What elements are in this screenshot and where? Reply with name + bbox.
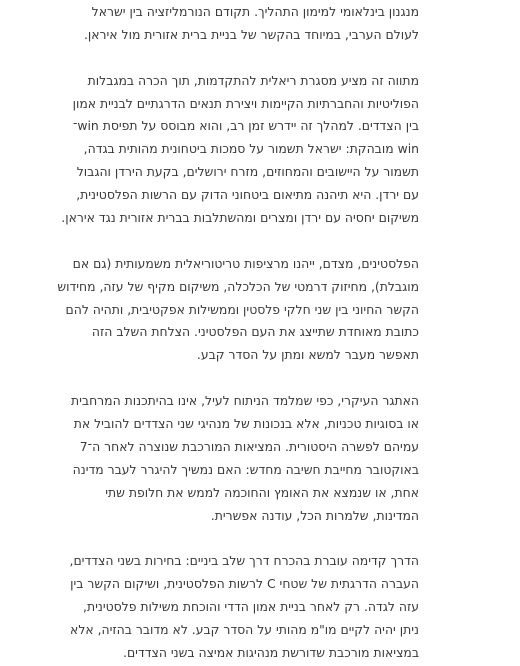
paragraph-line: תשמור על היישובים והמחוזים, מזרח ירושלים, בקעת הירדן והגבול: [76, 164, 419, 180]
paragraph-line: עמיהם לפשרה היסטורית. המציאות המורכבת שנוצרה לאחר ה־7: [79, 438, 419, 454]
paragraph-line: הקשר החיוני בין שני חלקי פלסטין וממשילות אפקטיבית, ותהיה להם: [65, 301, 419, 317]
paragraph-line: מוגבלת), מחיזוק דרמטי של הכלכלה, משיקום מקיף של עזה, מחידוש: [57, 278, 419, 294]
paragraph-line: מתווה זה מציע מסגרת ריאלית להתקדמות, תוך הכרה במגבלות: [87, 72, 419, 88]
article-body: [57, 1, 419, 666]
paragraph-line: הפלסטינים, מצדם, ייהנו מרציפות טריטוריאלית משמעותית (גם אם: [72, 255, 419, 271]
paragraph-line: עם ירדן. היא תיהנה מתיאום ביטחוני הדוק עם הרשות הפלסטינית,: [76, 187, 419, 203]
paragraph-line: win מובהקת: ישראל תשמור על סמכות ביטחונית מהותית בגדה,: [83, 141, 419, 157]
article-paragraph: [57, 253, 419, 367]
paragraph-line: כתובת מאוחדת שתייצג את העם הפלסטיני. הצלחת השלב הזה: [91, 324, 419, 340]
paragraph-line: עזה לגדה. רק לאחר בניית אמון הדדי והוכחת משילות פלסטינית,: [83, 599, 419, 615]
paragraph-line: הדרך קדימה עוברת בהכרח דרך שלב ביניים: בחירות בשני הצדדים,: [69, 553, 419, 569]
paragraph-line: לעולם הערבי, במיוחד בהקשר של בניית ברית אזורית מול איראן.: [83, 26, 419, 42]
article-paragraph: [69, 550, 419, 664]
paragraph-line: או בסוגיות טכניות, אלא בנכונות של מנהיגי שני הצדדים להוביל את: [73, 416, 419, 432]
article-paragraph: [74, 1, 419, 47]
article-paragraph: [71, 390, 419, 527]
paragraph-line: בין הצדדים. למהלך זה יידרש זמן רב, והוא מבוסס על תפיסת win־: [72, 118, 419, 134]
paragraph-line: העברה הדרגתית של שטחי C לרשות הפלסטינית, ושיקום הקשר בין: [70, 576, 419, 592]
paragraph-line: באוקטובר מחייבת חשיבה מחדש: האם נמשיך להיגרר לעבר מדינה: [72, 461, 419, 477]
paragraph-line: תאפשר מעבר למשא ומתן על הסדר קבע.: [196, 347, 419, 363]
paragraph-line: האתגר העיקרי, כפי שמלמד הניתוח לעיל, אינו בהיתכנות המרחבית: [71, 393, 419, 409]
paragraph-line: המדינות, שלמרות הכל, עודנה אפשרית.: [210, 507, 419, 523]
paragraph-line: ניתן יהיה לקיים מו"מ מהותי על הסדר קבע. לא מדובר בהזיה, אלא: [70, 622, 419, 638]
paragraph-line: משיקום יחסיה עם ירדן ומצרים ומהשתלבות בברית אזורית נגד איראן.: [61, 210, 419, 226]
article-paragraph: [61, 70, 419, 230]
paragraph-line: הפוליטיות והחברתיות הקיימות ויצירת תנאים הדרגתיים לבניית אמון: [72, 95, 419, 111]
paragraph-line: אחת, או שנמצא את האומץ והחוכמה לממש את חלופת שתי: [105, 484, 419, 500]
paragraph-line: במציאות מורכבת שדורשת מנהיגות אמיצה בשני הצדדים.: [123, 644, 419, 660]
paragraph-line: מנגנון בינלאומי למימון התהליך. תקודם הנורמליזציה בין ישראל: [91, 4, 419, 19]
